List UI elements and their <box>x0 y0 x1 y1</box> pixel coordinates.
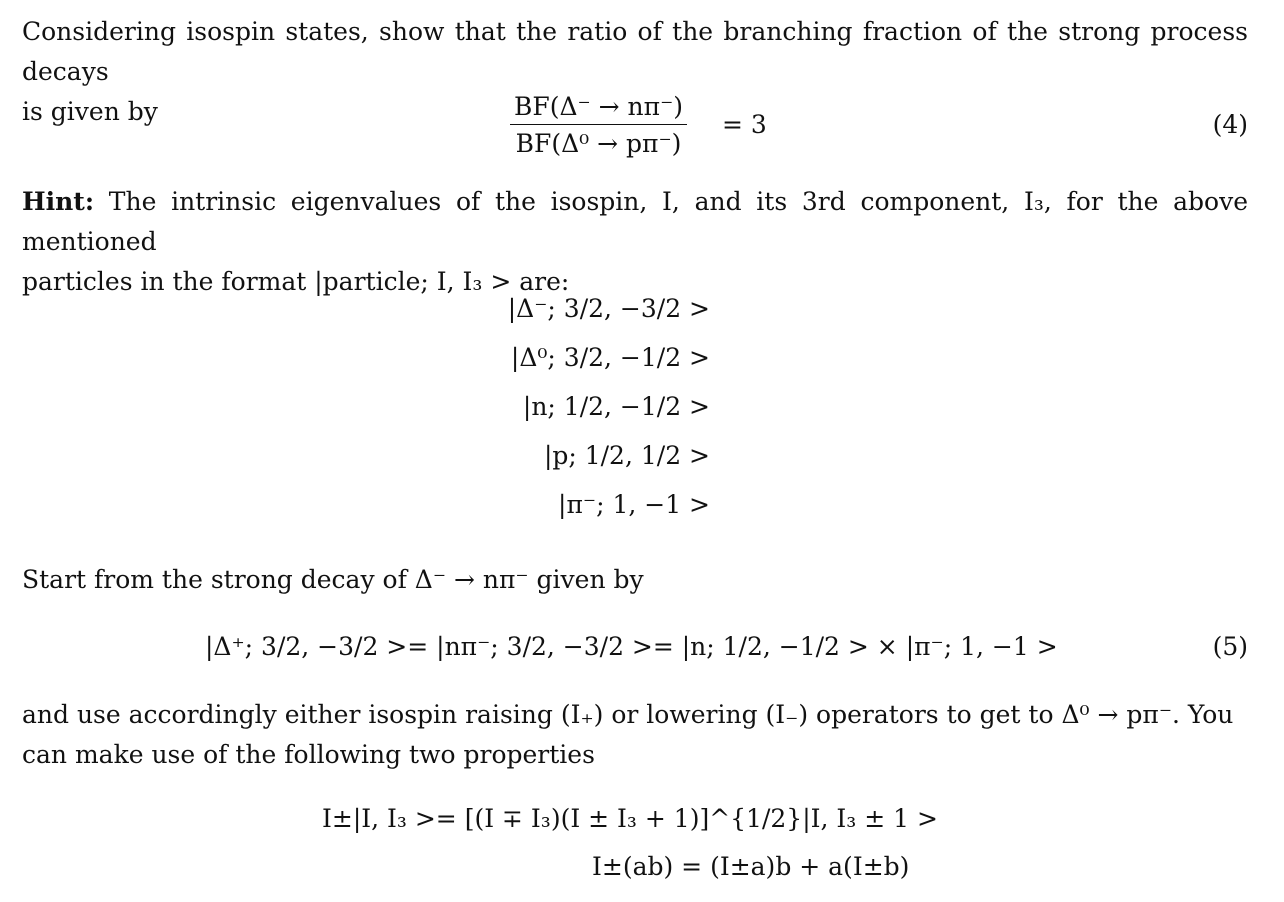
intro-line-1: Considering isospin states, show that the ratio of the branching fraction of the strong process decays <box>22 17 1248 86</box>
equation-5-number: (5) <box>1212 632 1248 661</box>
state-proton: |p; 1/2, 1/2 > <box>543 441 710 470</box>
hint-label: Hint: <box>22 187 95 216</box>
operators-paragraph <box>22 695 1248 775</box>
equation-4-result: = 3 <box>722 110 767 139</box>
intro-line-2: is given by <box>22 97 158 126</box>
equation-4-denominator: BF(Δ⁰ → pπ⁻) <box>515 129 682 158</box>
equation-4-numerator: BF(Δ⁻ → nπ⁻) <box>514 92 684 121</box>
state-neutron: |n; 1/2, −1/2 > <box>522 392 710 421</box>
property-product-rule: I±(ab) = (I±a)b + a(I±b) <box>592 852 910 881</box>
operators-line-1: and use accordingly either isospin raising (I₊) or lowering (I₋) operators to get to Δ⁰ → pπ⁻. You <box>22 700 1234 729</box>
state-delta-zero: |Δ⁰; 3/2, −1/2 > <box>510 343 710 372</box>
isospin-states-list <box>400 284 710 529</box>
equation-5: |Δ⁺; 3/2, −3/2 >= |nπ⁻; 3/2, −3/2 >= |n; 1/2, −1/2 > × |π⁻; 1, −1 > <box>205 632 1058 661</box>
equation-4-fraction <box>510 92 687 158</box>
property-ladder-operator: I±|I, I₃ >= [(I ∓ I₃)(I ± I₃ + 1)]^{1/2}|I, I₃ ± 1 > <box>322 804 938 833</box>
hint-line-1: The intrinsic eigenvalues of the isospin, I, and its 3rd component, I₃, for the above mentioned <box>22 187 1248 256</box>
equation-4-number: (4) <box>1212 110 1248 139</box>
start-text: Start from the strong decay of Δ⁻ → nπ⁻ given by <box>22 565 644 594</box>
fraction-bar <box>510 124 687 125</box>
state-pion-minus: |π⁻; 1, −1 > <box>558 490 710 519</box>
operators-line-2: can make use of the following two properties <box>22 740 595 769</box>
hint-line-2: particles in the format |particle; I, I₃ > are: <box>22 267 570 296</box>
start-paragraph <box>22 560 1248 600</box>
state-delta-minus: |Δ⁻; 3/2, −3/2 > <box>507 294 710 323</box>
